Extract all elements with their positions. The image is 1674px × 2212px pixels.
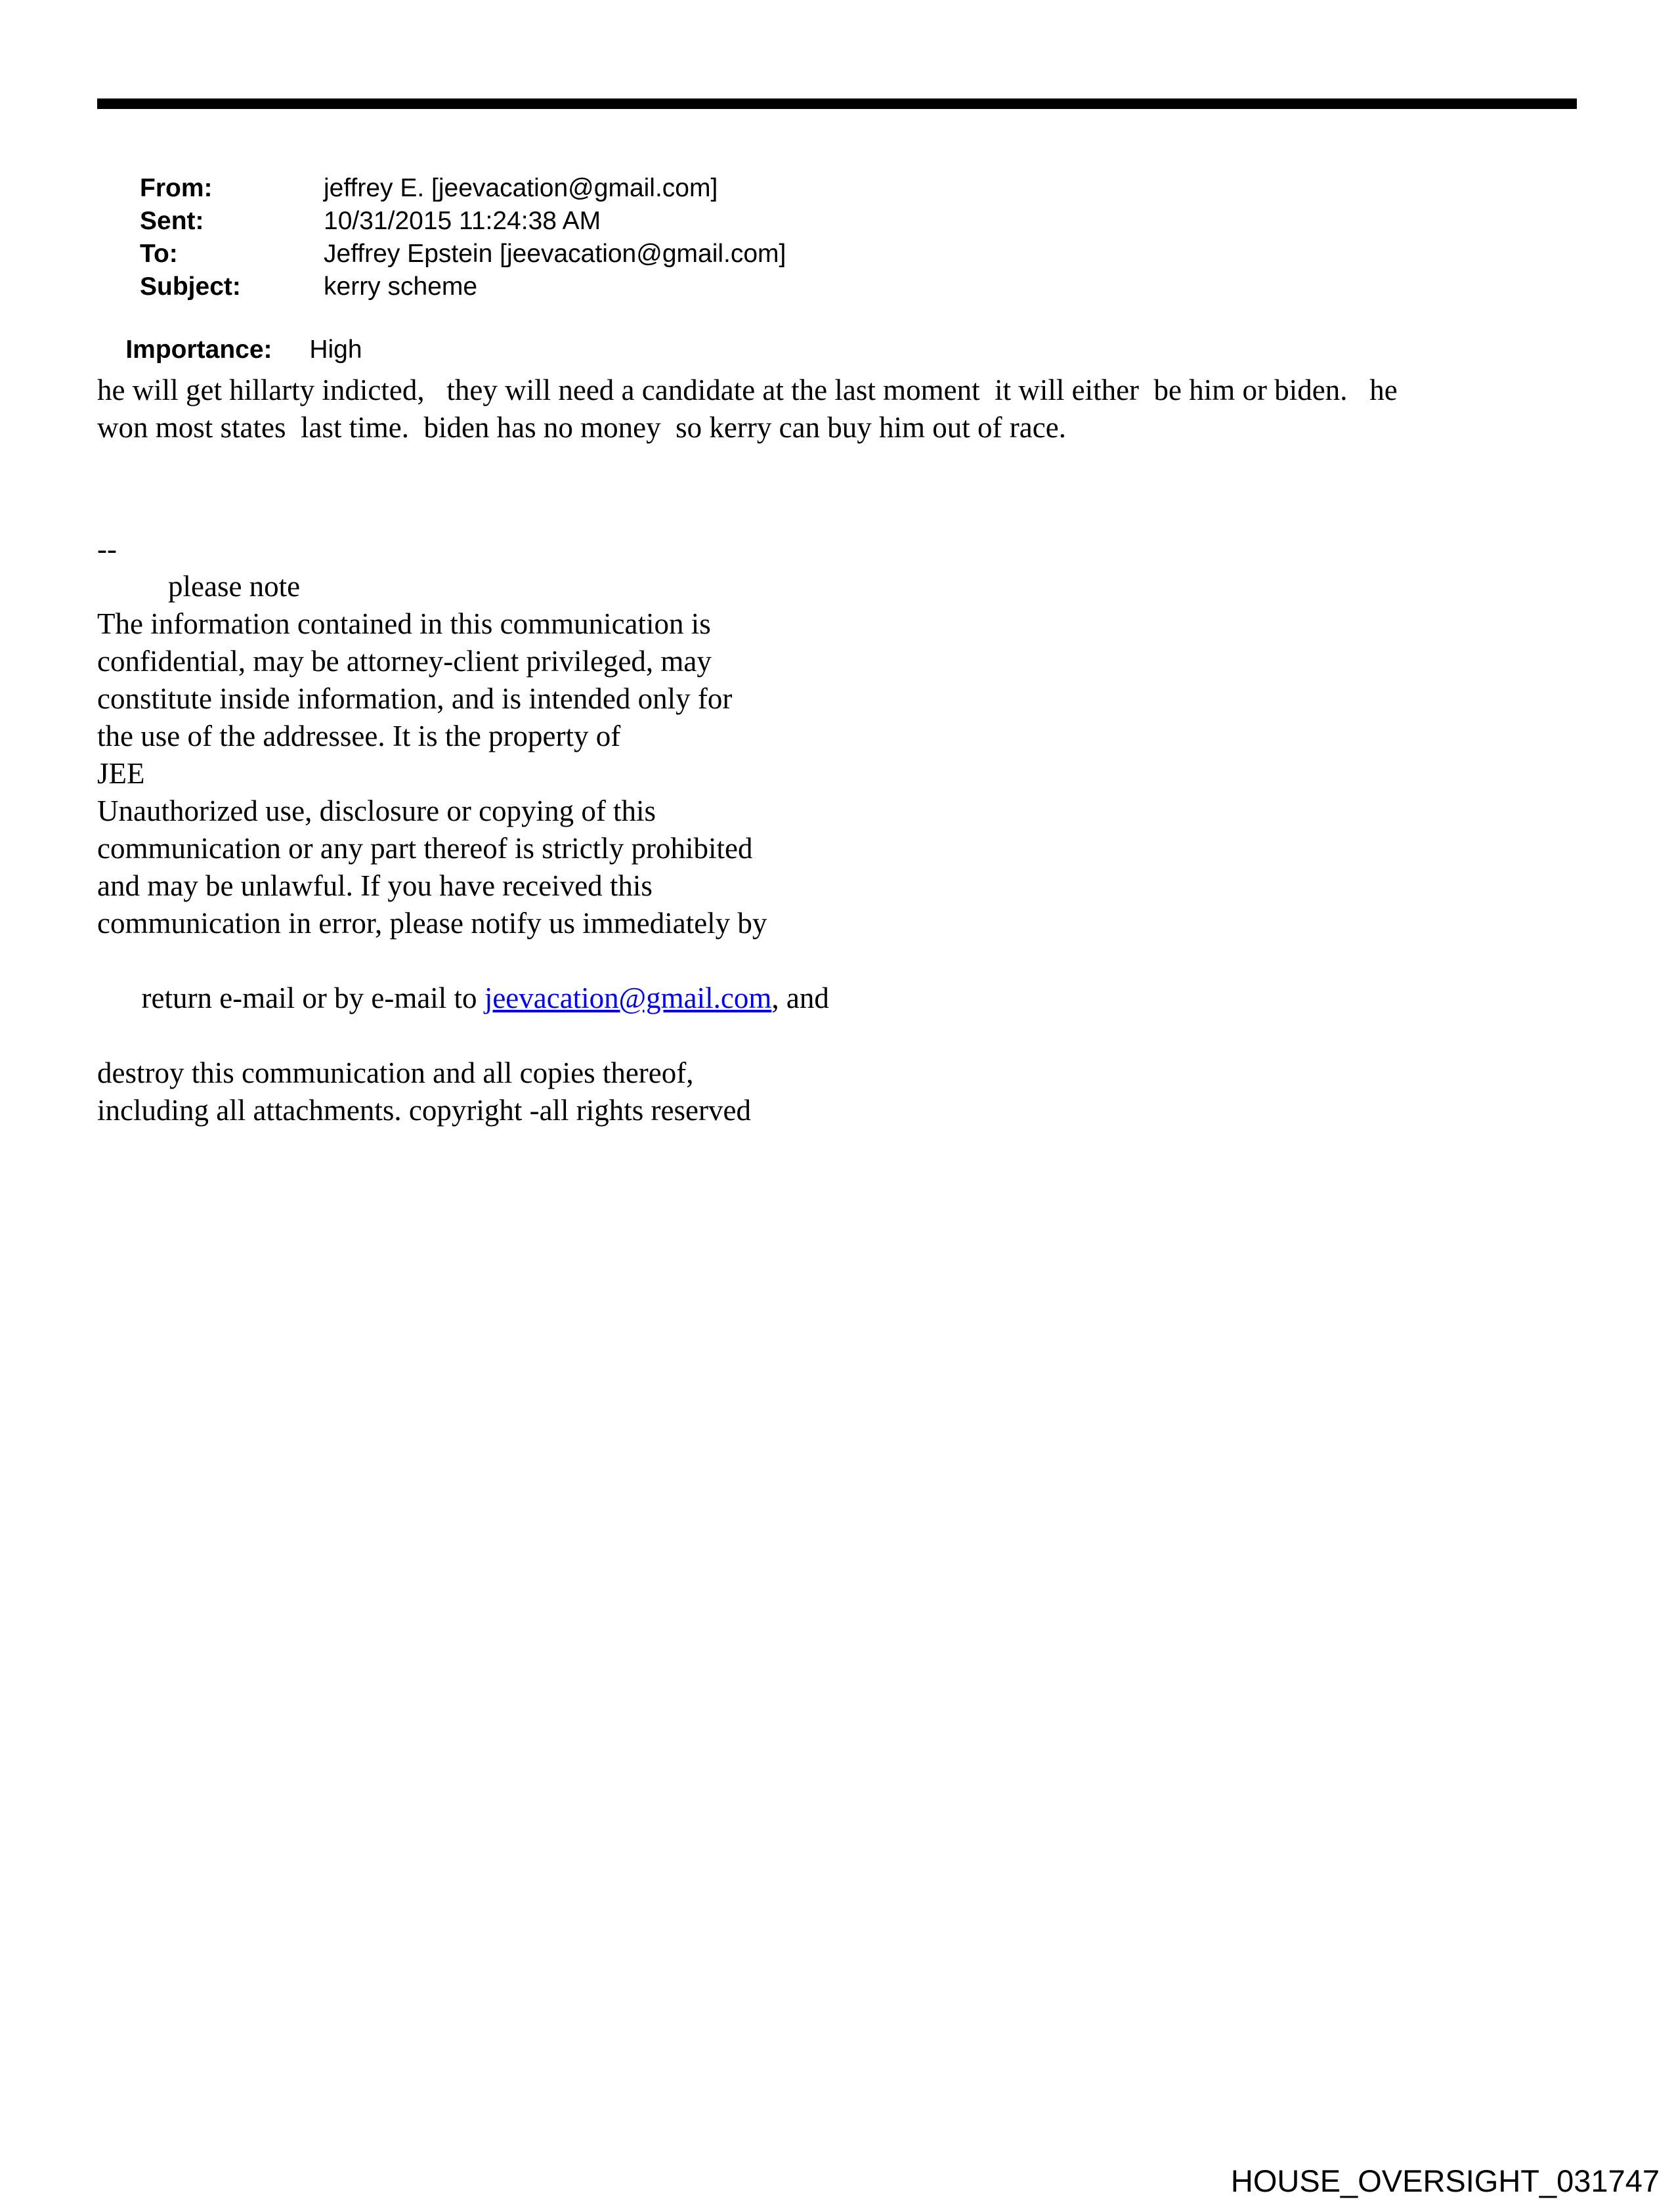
- disclaimer-line: destroy this communication and all copies thereof,: [97, 1056, 694, 1089]
- importance-value: High: [309, 336, 362, 364]
- disclaimer-line: and may be unlawful. If you have received this: [97, 869, 653, 902]
- disclaimer-line: communication in error, please notify us immediately by: [97, 907, 767, 940]
- to-value: Jeffrey Epstein [jeevacation@gmail.com]: [324, 240, 786, 268]
- disclaimer-link-prefix: return e-mail or by e-mail to: [141, 982, 484, 1014]
- email-link[interactable]: jeevacation@gmail.com: [484, 982, 772, 1014]
- disclaimer-line: Unauthorized use, disclosure or copying of this: [97, 794, 656, 827]
- email-body: [97, 372, 1607, 446]
- subject-label: Subject:: [140, 272, 241, 301]
- from-value: jeffrey E. [jeevacation@gmail.com]: [324, 174, 718, 202]
- disclaimer-line: the use of the addressee. It is the property of: [97, 720, 621, 752]
- sent-label: Sent:: [140, 207, 204, 235]
- header-row-from: [97, 139, 786, 202]
- to-label: To:: [140, 240, 178, 268]
- email-header-block: [97, 139, 786, 301]
- subject-value: kerry scheme: [324, 272, 478, 301]
- body-line: won most states last time. biden has no money so kerry can buy him out of race.: [97, 411, 1066, 444]
- header-row-importance: [97, 301, 362, 364]
- disclaimer-line: JEE: [97, 757, 145, 790]
- disclaimer-link-suffix: , and: [771, 982, 829, 1014]
- top-divider-bar: [97, 98, 1577, 109]
- sent-value: 10/31/2015 11:24:38 AM: [324, 207, 601, 235]
- disclaimer-line: including all attachments. copyright -all rights reserved: [97, 1094, 751, 1127]
- from-label: From:: [140, 174, 213, 202]
- signature-block: [97, 531, 1082, 1129]
- bates-number: HOUSE_OVERSIGHT_031747: [1230, 2163, 1660, 2198]
- disclaimer-line: communication or any part thereof is strictly prohibited: [97, 832, 753, 865]
- disclaimer-link-line: [97, 942, 1082, 1054]
- body-line: he will get hillarty indicted, they will need a candidate at the last moment it will either be him or biden. he: [97, 374, 1398, 406]
- signature-note: please note: [168, 570, 301, 603]
- disclaimer-line: constitute inside information, and is intended only for: [97, 682, 733, 715]
- importance-label: Importance:: [125, 336, 272, 364]
- disclaimer-line: The information contained in this communication is: [97, 607, 711, 640]
- signature-separator: --: [97, 532, 117, 565]
- disclaimer-line: confidential, may be attorney-client privileged, may: [97, 645, 712, 678]
